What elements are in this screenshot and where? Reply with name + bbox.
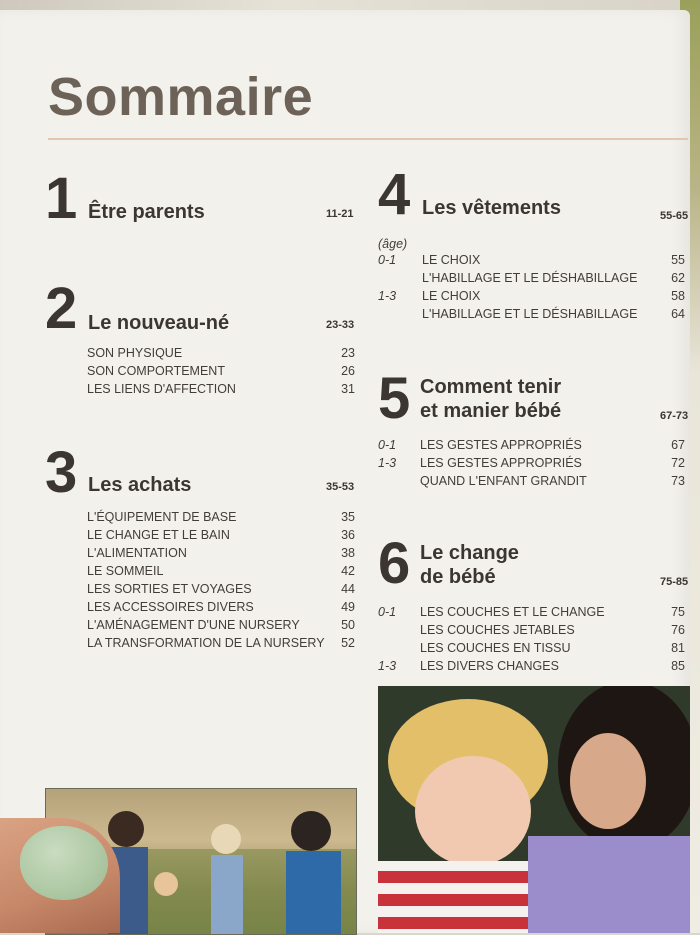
toc-entry: [45, 600, 355, 618]
page-title: Sommaire: [48, 67, 314, 127]
entry-label: LES COUCHES JETABLES: [420, 623, 575, 637]
entry-page-number: 38: [341, 546, 355, 560]
toc-entry: [45, 346, 355, 364]
chapter-page-range: 75-85: [660, 576, 689, 588]
entry-page-number: 62: [671, 271, 685, 285]
entry-label: LE CHOIX: [422, 289, 481, 303]
entry-age-range: 1-3: [378, 456, 397, 470]
entry-label: LES ACCESSOIRES DIVERS: [87, 600, 254, 614]
chapter-title: [420, 375, 561, 424]
entry-label: LES SORTIES ET VOYAGES: [87, 582, 252, 596]
toc-entry: [45, 510, 355, 528]
chapter-number: 6: [378, 531, 411, 596]
entry-label: LES DIVERS CHANGES: [420, 659, 559, 673]
chapter-number: 2: [45, 276, 78, 341]
entry-page-number: 50: [341, 618, 355, 632]
toc-entry: [45, 636, 355, 654]
entry-label: LES GESTES APPROPRIÉS: [420, 456, 582, 470]
chapter-page-range: 35-53: [326, 481, 355, 493]
toc-entry: [378, 438, 685, 456]
entry-page-number: 35: [341, 510, 355, 524]
chapter-number: 1: [45, 166, 78, 231]
entry-label: LA TRANSFORMATION DE LA NURSERY: [87, 636, 325, 650]
toc-entry: [45, 618, 355, 636]
toc-entry: [378, 289, 685, 307]
entry-label: L'AMÉNAGEMENT D'UNE NURSERY: [87, 618, 300, 632]
entry-age-range: 0-1: [378, 253, 397, 267]
entry-page-number: 64: [671, 307, 685, 321]
photo-mother-and-child: [378, 686, 690, 933]
entry-page-number: 72: [671, 456, 685, 470]
entry-label: L'ALIMENTATION: [87, 546, 187, 560]
chapter-title-line: Comment tenir: [420, 376, 562, 398]
entry-page-number: 75: [671, 605, 685, 619]
toc-entry: [45, 582, 355, 600]
toc-entry: [45, 564, 355, 582]
chapter-page-range: 11-21: [326, 208, 354, 220]
toc-entry: [45, 382, 355, 400]
chapter-title-line: Les vêtements: [422, 197, 561, 219]
entry-label: LES LIENS D'AFFECTION: [87, 382, 236, 396]
entry-page-number: 36: [341, 528, 355, 542]
entry-page-number: 26: [341, 364, 355, 378]
chapter-number: 4: [378, 162, 411, 227]
chapter-title: [420, 541, 519, 590]
toc-entry: [378, 474, 685, 492]
toc-entry: [378, 253, 685, 271]
entry-page-number: 58: [671, 289, 685, 303]
toc-entry: [378, 659, 685, 677]
entry-page-number: 52: [341, 636, 355, 650]
chapter-title-line: et manier bébé: [420, 400, 562, 423]
entry-page-number: 31: [341, 382, 355, 396]
entry-age-range: 0-1: [378, 438, 397, 452]
toc-entry: [45, 528, 355, 546]
entry-page-number: 81: [671, 641, 685, 655]
toc-entry: [378, 307, 685, 325]
toc-entry: [45, 364, 355, 382]
chapter-title-line: Le change: [420, 542, 519, 564]
entry-label: L'HABILLAGE ET LE DÉSHABILLAGE: [422, 271, 638, 285]
entry-page-number: 49: [341, 600, 355, 614]
entry-label: LE SOMMEIL: [87, 564, 164, 578]
entry-label: LES GESTES APPROPRIÉS: [420, 438, 582, 452]
entry-label: SON PHYSIQUE: [87, 346, 183, 360]
title-rule: [48, 138, 688, 140]
chapter-title-line: de bébé: [420, 566, 496, 589]
entry-page-number: 23: [341, 346, 355, 360]
entry-label: LES COUCHES EN TISSU: [420, 641, 571, 655]
entry-label: LE CHOIX: [422, 253, 481, 267]
chapter-title-line: Le nouveau-né: [88, 312, 230, 334]
chapter-title: [88, 200, 205, 224]
entry-label: QUAND L'ENFANT GRANDIT: [420, 474, 587, 488]
toc-entry: [45, 546, 355, 564]
toc-entry: [378, 623, 685, 641]
entry-page-number: 85: [671, 659, 685, 673]
chapter-page-range: 55-65: [660, 210, 689, 222]
entry-page-number: 55: [671, 253, 685, 267]
entry-age-range: 1-3: [378, 659, 397, 673]
entry-page-number: 73: [671, 474, 685, 488]
chapter-number: 5: [378, 366, 411, 431]
entry-label: L'HABILLAGE ET LE DÉSHABILLAGE: [422, 307, 638, 321]
age-column-header: (âge): [378, 237, 408, 251]
entry-age-range: 1-3: [378, 289, 397, 303]
chapter-title: [88, 473, 191, 497]
entry-page-number: 42: [341, 564, 355, 578]
entry-page-number: 67: [671, 438, 685, 452]
chapter-page-range: 23-33: [326, 319, 355, 331]
toc-entry: [378, 641, 685, 659]
entry-page-number: 44: [341, 582, 355, 596]
entry-label: L'ÉQUIPEMENT DE BASE: [87, 510, 237, 524]
entry-age-range: 0-1: [378, 605, 397, 619]
chapter-title-line: Les achats: [88, 474, 192, 496]
green-fingernail: [20, 826, 108, 900]
entry-label: LE CHANGE ET LE BAIN: [87, 528, 230, 542]
chapter-page-range: 67-73: [660, 410, 689, 422]
entry-label: SON COMPORTEMENT: [87, 364, 225, 378]
chapter-title: [88, 311, 229, 335]
toc-entry: [378, 456, 685, 474]
chapter-title-line: Être parents: [88, 201, 205, 223]
entry-label: LES COUCHES ET LE CHANGE: [420, 605, 605, 619]
photo-mother-and-child-art: [378, 686, 690, 933]
chapter-title: [422, 196, 561, 220]
toc-entry: [378, 605, 685, 623]
toc-entry: [378, 271, 685, 289]
entry-page-number: 76: [671, 623, 685, 637]
chapter-number: 3: [45, 440, 78, 505]
